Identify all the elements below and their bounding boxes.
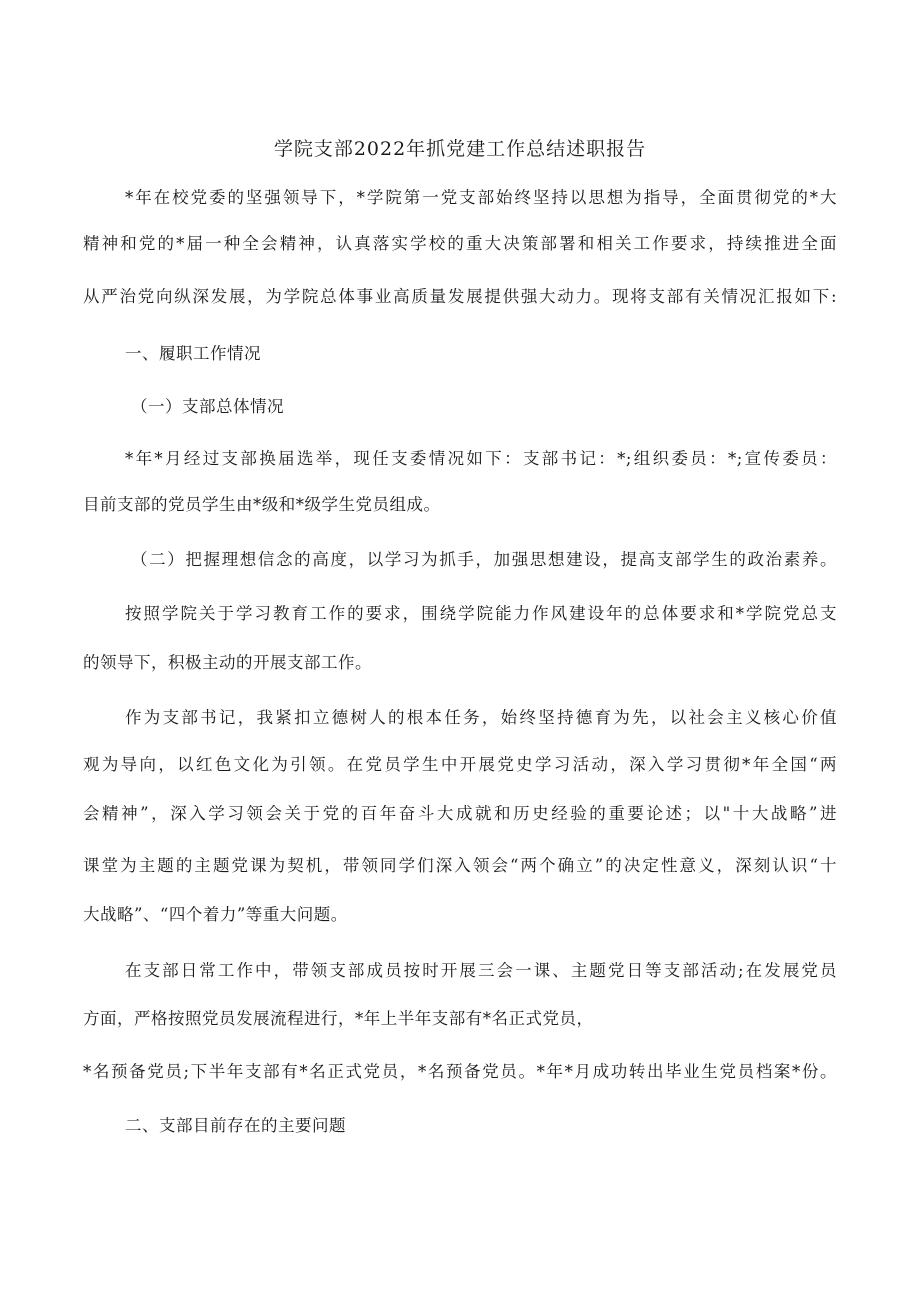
paragraph-line: 从严治党向纵深发展，为学院总体事业高质量发展提供强大动力。现将支部有关情况汇报如下: [83,287,837,306]
subsection-heading: （二）把握理想信念的高度，以学习为抓手，加强思想建设，提高支部学生的政治素养。 [131,550,837,569]
paragraph-line: 的领导下，积极主动的开展支部工作。 [83,653,372,672]
paragraph-line: *年*月经过支部换届选举，现任支委情况如下：支部书记：*;组织委员：*;宣传委员： [125,449,837,468]
paragraph-line: 目前支部的党员学生由*级和*级学生党员组成。 [83,495,441,514]
paragraph-line: 精神和党的*届一种全会精神，认真落实学校的重大决策部署和相关工作要求，持续推进全面 [83,234,837,253]
paragraph-line: 作为支部书记，我紧扣立德树人的根本任务，始终坚持德育为先，以社会主义核心价值 [125,708,837,727]
paragraph-line: *年在校党委的坚强领导下，*学院第一党支部始终坚持以思想为指导，全面贯彻党的*大 [125,188,837,207]
section-heading: 二、支部目前存在的主要问题 [125,1116,346,1135]
paragraph-line: 按照学院关于学习教育工作的要求，围绕学院能力作风建设年的总体要求和*学院党总支 [125,604,837,623]
paragraph-line: 观为导向，以红色文化为引领。在党员学生中开展党史学习活动，深入学习贯彻*年全国“两 [83,755,837,774]
paragraph-line: 课堂为主题的主题党课为契机，带领同学们深入领会“两个确立”的决定性意义，深刻认识“十 [83,856,837,875]
paragraph-line: 在支部日常工作中，带领支部成员按时开展三会一课、主题党日等支部活动;在发展党员 [125,961,837,980]
subsection-heading: （一）支部总体情况 [131,397,284,416]
paragraph-line: 会精神”，深入学习领会关于党的百年奋斗大成就和历史经验的重要论述；以"十大战略”进 [83,804,837,823]
section-heading: 一、履职工作情况 [125,344,261,363]
paragraph-line: 方面，严格按照党员发展流程进行，*年上半年支部有*名正式党员， [83,1009,594,1028]
paragraph-line: *名预备党员;下半年支部有*名正式党员，*名预备党员。*年*月成功转出毕业生党员档案*份。 [83,1062,837,1081]
document-title: 学院支部2022年抓党建工作总结述职报告 [273,138,647,160]
paragraph-line: 大战略”、“四个着力”等重大问题。 [83,905,348,924]
